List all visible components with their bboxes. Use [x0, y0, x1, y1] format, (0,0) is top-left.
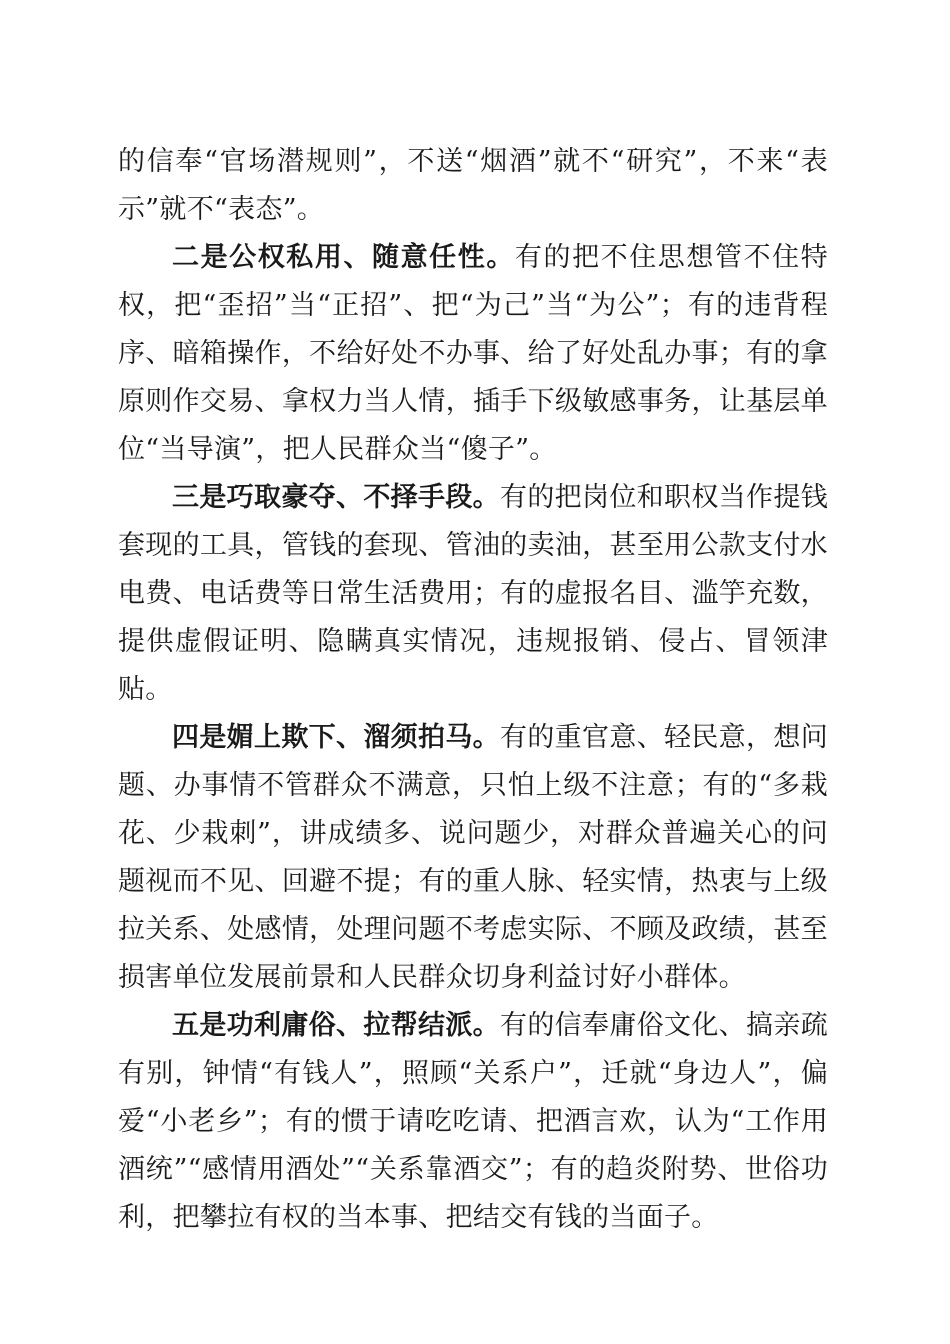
paragraph-text: 有的把岗位和职权当作提钱套现的工具，管钱的套现、管油的卖油，甚至用公款支付水电费、电话费等日常生活费用；有的虚报名目、滥竽充数，提供虚假证明、隐瞒真实情况，违规报销、侵占、冒领津贴。 [118, 482, 828, 705]
paragraph-point-five [118, 1002, 828, 1242]
paragraph-point-two [118, 234, 828, 474]
paragraph-continuation [118, 138, 828, 234]
paragraph-heading: 三是巧取豪夺、不择手段。 [172, 482, 501, 513]
paragraph-text: 的信奉“官场潜规则”，不送“烟酒”就不“研究”，不来“表示”就不“表态”。 [118, 146, 828, 225]
paragraph-text: 有的重官意、轻民意，想问题、办事情不管群众不满意，只怕上级不注意；有的“多栽花、少栽刺”，讲成绩多、说问题少，对群众普遍关心的问题视而不见、回避不提；有的重人脉、轻实情，热衷与上级拉关系、处感情，处理问题不考虑实际、不顾及政绩，甚至损害单位发展前景和人民群众切身利益讨好小群体。 [118, 722, 828, 993]
paragraph-heading: 五是功利庸俗、拉帮结派。 [172, 1010, 501, 1041]
paragraph-heading: 二是公权私用、随意任性。 [172, 242, 515, 273]
paragraph-point-four [118, 714, 828, 1002]
paragraph-text: 有的把不住思想管不住特权，把“歪招”当“正招”、把“为己”当“为公”；有的违背程序、暗箱操作，不给好处不办事、给了好处乱办事；有的拿原则作交易、拿权力当人情，插手下级敏感事务，让基层单位“当导演”，把人民群众当“傻子”。 [118, 242, 828, 465]
document-page [118, 138, 828, 1242]
paragraph-heading: 四是媚上欺下、溜须拍马。 [172, 722, 501, 753]
paragraph-point-three [118, 474, 828, 714]
paragraph-text: 有的信奉庸俗文化、搞亲疏有别，钟情“有钱人”，照顾“关系户”，迁就“身边人”，偏爱“小老乡”；有的惯于请吃吃请、把酒言欢，认为“工作用酒统”“感情用酒处”“关系靠酒交”；有的趋炎附势、世俗功利，把攀拉有权的当本事、把结交有钱的当面子。 [118, 1010, 828, 1233]
